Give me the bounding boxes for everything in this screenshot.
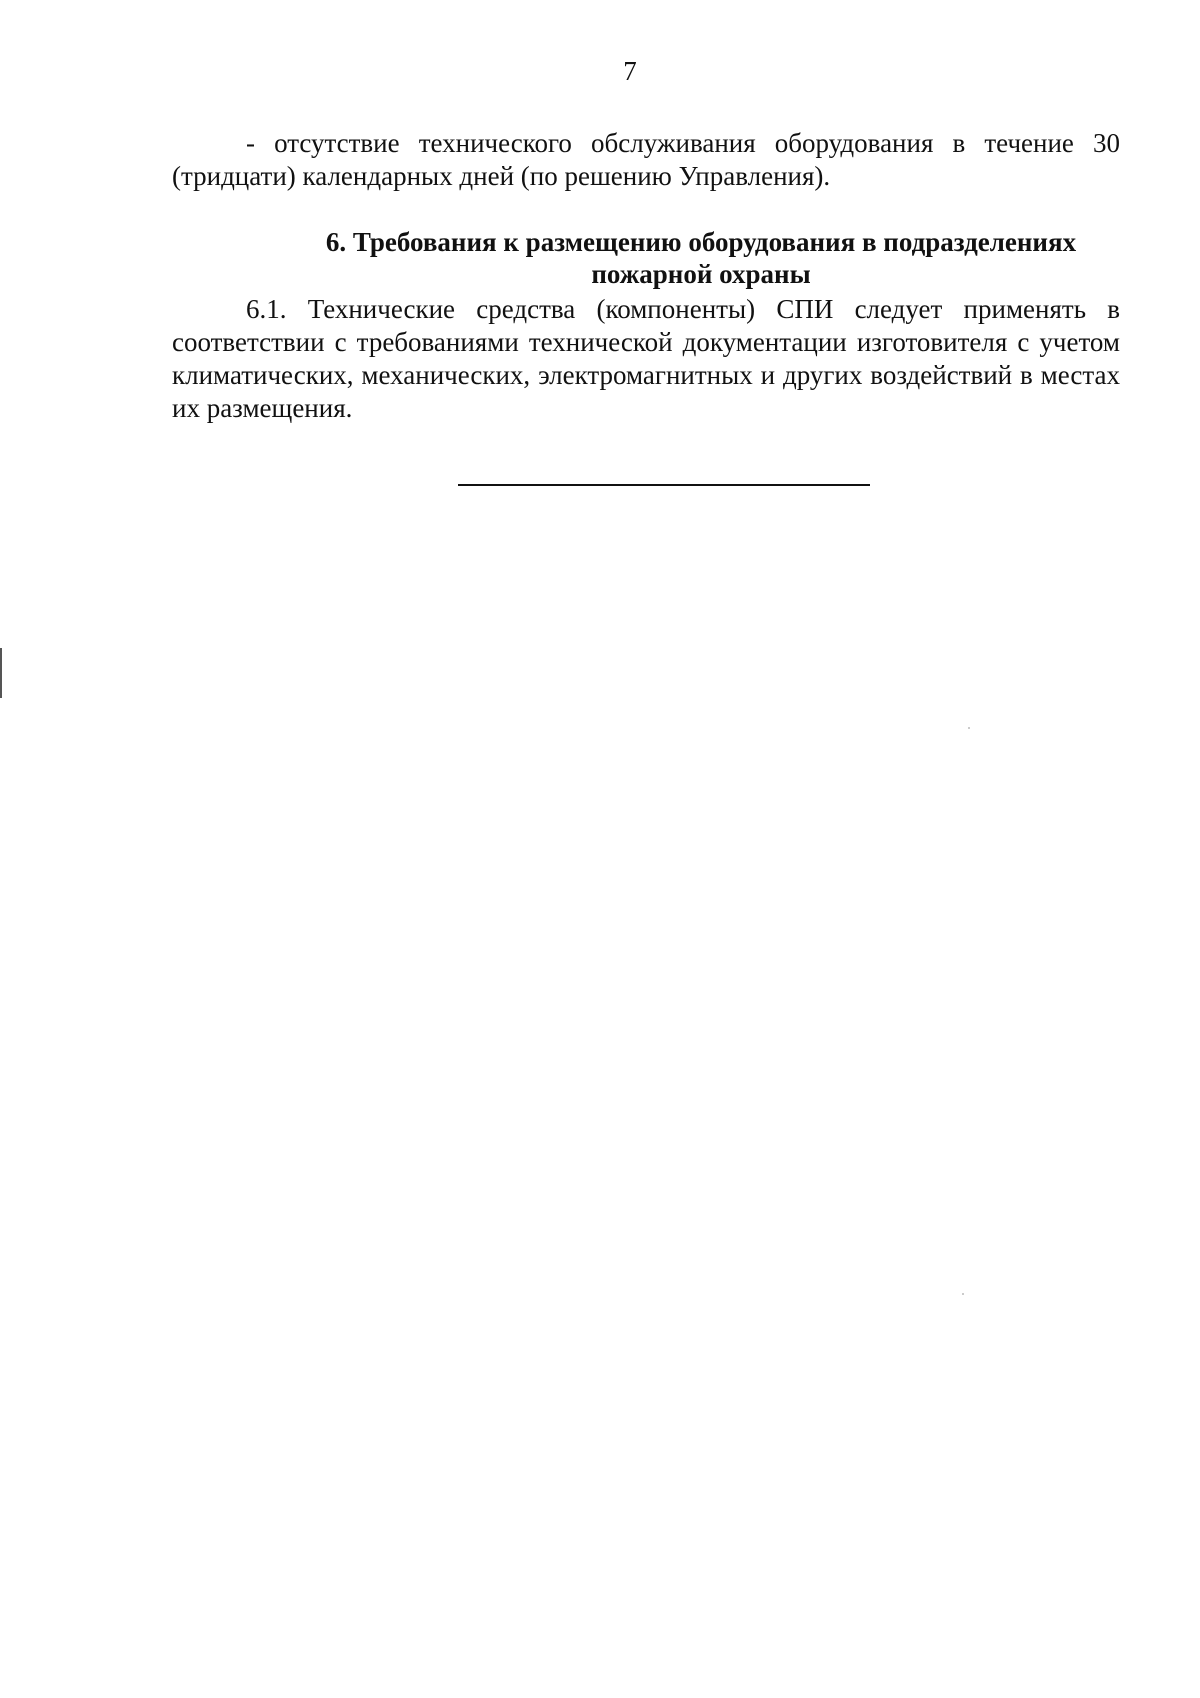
page-number: 7 (623, 56, 637, 86)
paragraph-6-1: 6.1. Технические средства (компоненты) СПИ следует применять в соответствии с требованиями технической документации изготовителя с учетом климатических, механических, электромагнитных и других воздействий в местах их размещения. (172, 294, 1120, 423)
scan-speck (962, 1293, 964, 1295)
end-separator-line (458, 484, 870, 486)
section-heading: 6. Требования к размещению оборудования в подразделениях пожарной охраны (325, 227, 1077, 289)
paragraph-maintenance-absence: - отсутствие технического обслуживания оборудования в течение 30 (тридцати) календарных дней (по решению Управления). (172, 128, 1120, 191)
scan-speck (968, 727, 970, 729)
scan-margin-mark (0, 648, 2, 698)
